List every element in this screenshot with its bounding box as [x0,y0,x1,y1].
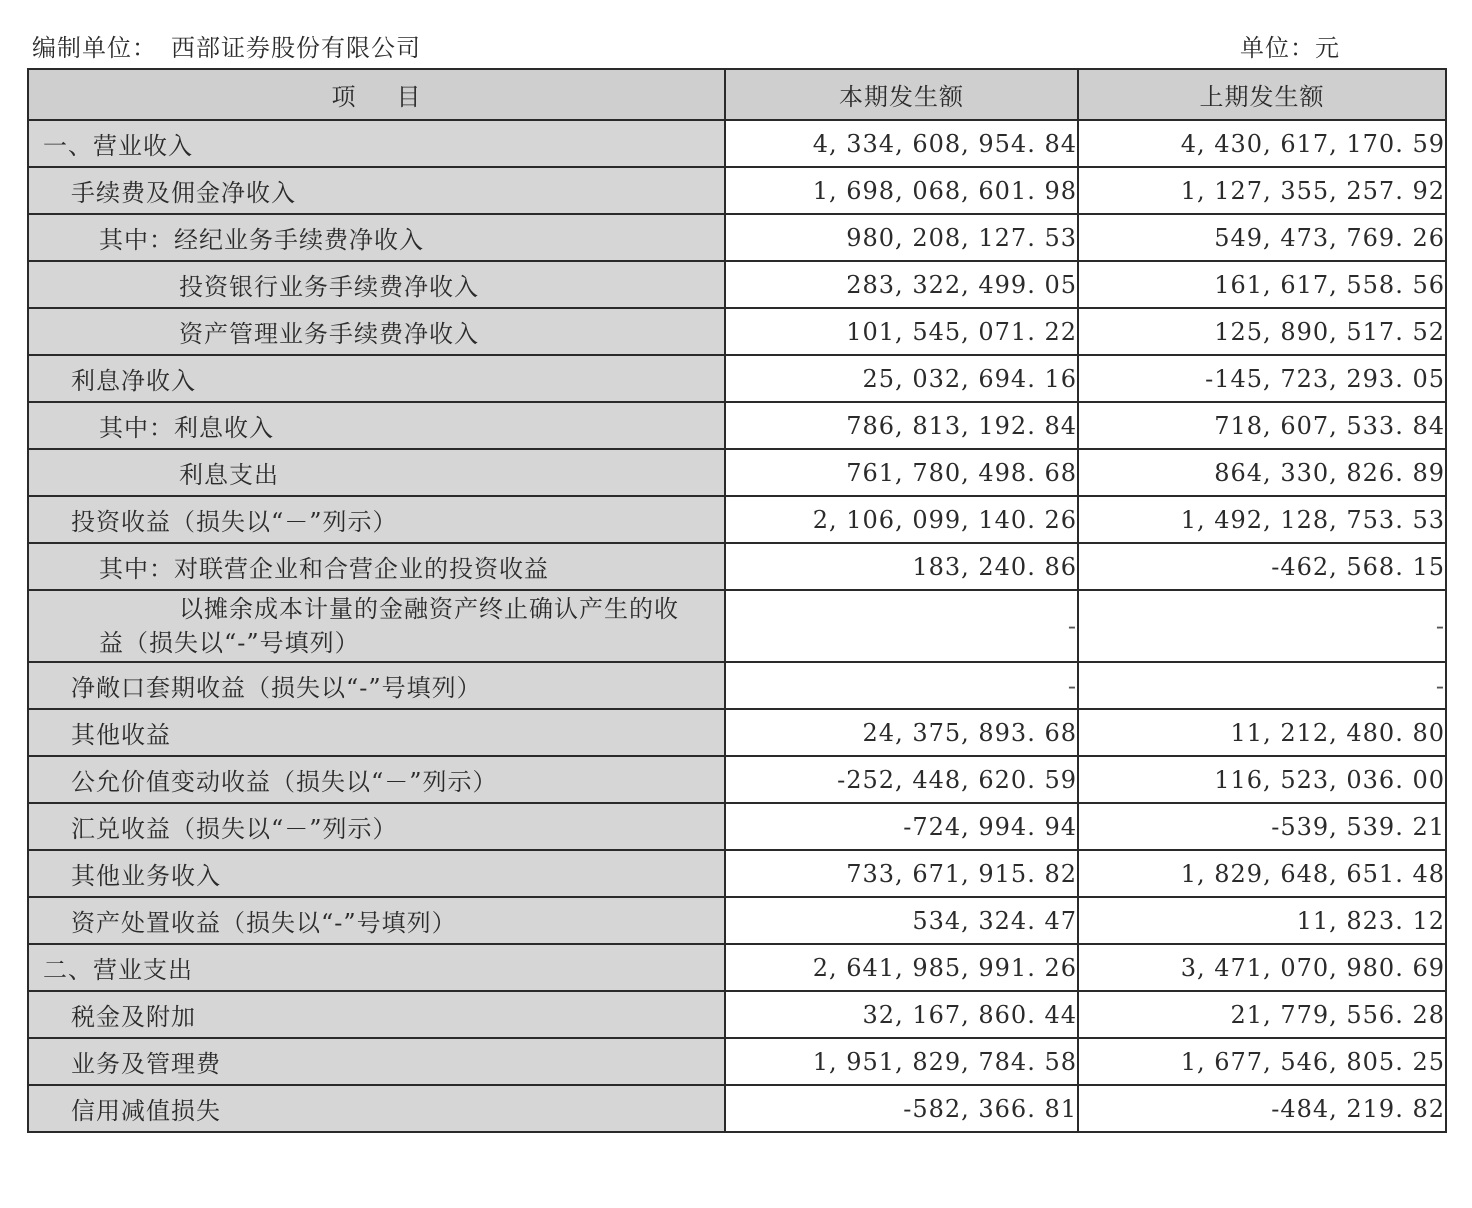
company-name: 西部证券股份有限公司 [171,34,421,62]
previous-amount: 4, 430, 617, 170. 59 [1078,120,1446,167]
row-label: 资产管理业务手续费净收入 [28,308,725,355]
table-row [28,1038,1446,1085]
table-row [28,1085,1446,1132]
previous-amount: 864, 330, 826. 89 [1078,449,1446,496]
previous-amount: - [1078,590,1446,662]
row-label: 其中：经纪业务手续费净收入 [28,214,725,261]
column-header-current: 本期发生额 [725,69,1078,120]
row-label: 资产处置收益（损失以“-”号填列） [28,897,725,944]
row-label [28,590,725,662]
current-amount: - [725,662,1078,709]
column-header-item: 项 目 [28,69,725,120]
current-amount: 1, 698, 068, 601. 98 [725,167,1078,214]
current-amount: 534, 324. 47 [725,897,1078,944]
previous-amount: 21, 779, 556. 28 [1078,991,1446,1038]
previous-amount: -484, 219. 82 [1078,1085,1446,1132]
previous-amount: 718, 607, 533. 84 [1078,402,1446,449]
previous-amount: -539, 539. 21 [1078,803,1446,850]
row-label: 一、营业收入 [28,120,725,167]
row-label: 利息净收入 [28,355,725,402]
current-amount: -582, 366. 81 [725,1085,1078,1132]
previous-amount: 1, 829, 648, 651. 48 [1078,850,1446,897]
row-label: 二、营业支出 [28,944,725,991]
report-meta [32,28,1440,62]
current-amount: 25, 032, 694. 16 [725,355,1078,402]
current-amount: 4, 334, 608, 954. 84 [725,120,1078,167]
row-label: 汇兑收益（损失以“－”列示） [28,803,725,850]
current-amount: 733, 671, 915. 82 [725,850,1078,897]
current-amount: - [725,590,1078,662]
unit-label: 单位： [1240,34,1315,62]
previous-amount: 116, 523, 036. 00 [1078,756,1446,803]
previous-amount: 3, 471, 070, 980. 69 [1078,944,1446,991]
row-label-line1: 以摊余成本计量的金融资产终止确认产生的收 [179,595,679,623]
table-row [28,709,1446,756]
prepared-by [32,28,421,63]
table-row [28,991,1446,1038]
table-row [28,449,1446,496]
table-row [28,803,1446,850]
row-label: 其中：对联营企业和合营企业的投资收益 [28,543,725,590]
previous-amount: 11, 212, 480. 80 [1078,709,1446,756]
previous-amount: 125, 890, 517. 52 [1078,308,1446,355]
table-row [28,261,1446,308]
previous-amount: 1, 492, 128, 753. 53 [1078,496,1446,543]
table-row [28,167,1446,214]
table-row [28,355,1446,402]
row-label: 税金及附加 [28,991,725,1038]
row-label: 公允价值变动收益（损失以“－”列示） [28,756,725,803]
unit-info [1240,28,1340,63]
current-amount: 786, 813, 192. 84 [725,402,1078,449]
table-row [28,543,1446,590]
previous-amount: 161, 617, 558. 56 [1078,261,1446,308]
previous-amount: 549, 473, 769. 26 [1078,214,1446,261]
row-label-line2: 益（损失以“-”号填列） [99,629,360,657]
unit-value: 元 [1315,34,1340,62]
current-amount: 183, 240. 86 [725,543,1078,590]
previous-amount: -145, 723, 293. 05 [1078,355,1446,402]
current-amount: 32, 167, 860. 44 [725,991,1078,1038]
previous-amount: 11, 823. 12 [1078,897,1446,944]
row-label: 投资银行业务手续费净收入 [28,261,725,308]
income-statement-table [27,68,1447,1133]
row-label: 利息支出 [28,449,725,496]
row-label: 投资收益（损失以“－”列示） [28,496,725,543]
table-row [28,214,1446,261]
table-row [28,897,1446,944]
table-row [28,308,1446,355]
current-amount: -724, 994. 94 [725,803,1078,850]
table-row [28,496,1446,543]
current-amount: 2, 106, 099, 140. 26 [725,496,1078,543]
table-row [28,662,1446,709]
table-row [28,850,1446,897]
row-label: 业务及管理费 [28,1038,725,1085]
table-row [28,944,1446,991]
column-header-previous: 上期发生额 [1078,69,1446,120]
current-amount: 24, 375, 893. 68 [725,709,1078,756]
current-amount: -252, 448, 620. 59 [725,756,1078,803]
row-label: 其他业务收入 [28,850,725,897]
row-label: 净敞口套期收益（损失以“-”号填列） [28,662,725,709]
table-row [28,590,1446,662]
previous-amount: 1, 127, 355, 257. 92 [1078,167,1446,214]
current-amount: 1, 951, 829, 784. 58 [725,1038,1078,1085]
table-row [28,756,1446,803]
current-amount: 980, 208, 127. 53 [725,214,1078,261]
table-header-row [28,69,1446,120]
table-row [28,120,1446,167]
previous-amount: -462, 568. 15 [1078,543,1446,590]
current-amount: 761, 780, 498. 68 [725,449,1078,496]
previous-amount: 1, 677, 546, 805. 25 [1078,1038,1446,1085]
prepared-by-label: 编制单位： [32,34,157,62]
row-label: 信用减值损失 [28,1085,725,1132]
row-label: 其中：利息收入 [28,402,725,449]
current-amount: 283, 322, 499. 05 [725,261,1078,308]
row-label: 其他收益 [28,709,725,756]
current-amount: 2, 641, 985, 991. 26 [725,944,1078,991]
table-row [28,402,1446,449]
current-amount: 101, 545, 071. 22 [725,308,1078,355]
previous-amount: - [1078,662,1446,709]
row-label: 手续费及佣金净收入 [28,167,725,214]
